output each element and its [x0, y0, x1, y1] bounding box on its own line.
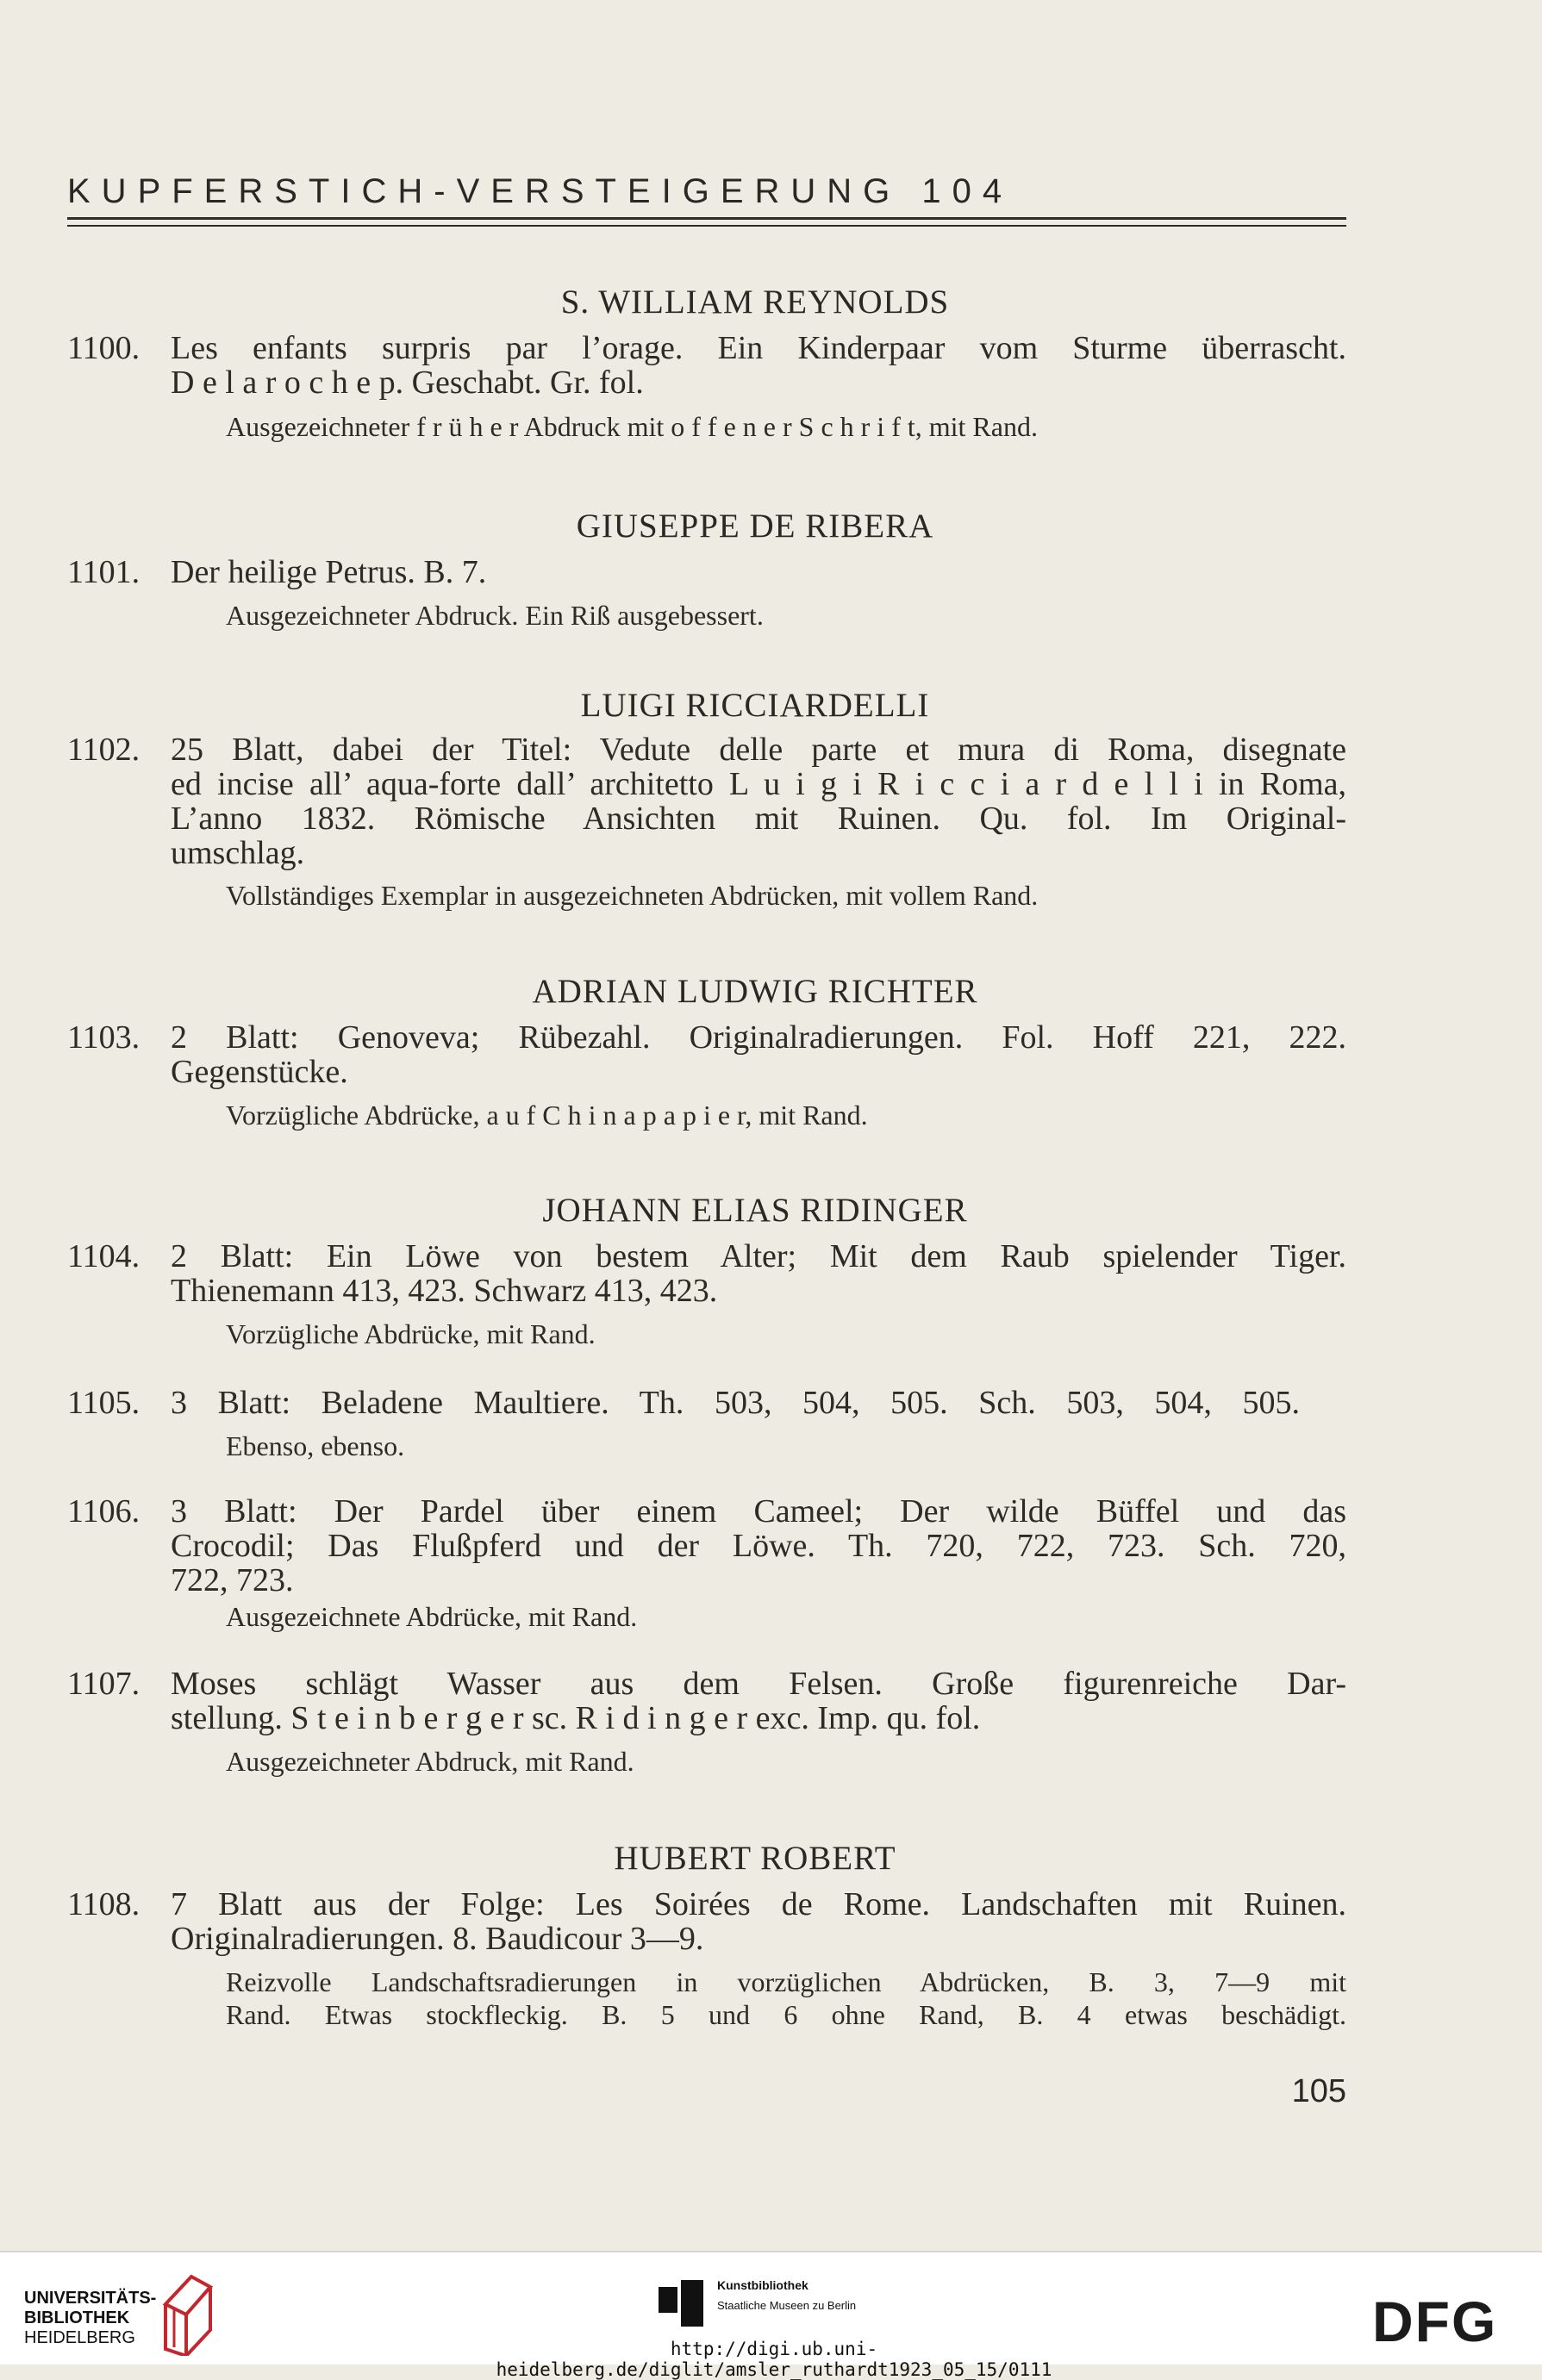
ub-line-2: BIBLIOTHEK — [24, 2308, 130, 2327]
lot-1106-note-1: Ausgezeichnete Abdrücke, mit Rand. — [226, 1601, 638, 1632]
lot-1102-note-1: Vollständiges Exemplar in ausgezeichneten Abdrücken, mit vollem Rand. — [226, 880, 1039, 911]
lot-number-1105: 1105. — [67, 1385, 140, 1421]
ub-heidelberg-logo-icon — [157, 2270, 219, 2356]
running-title: KUPFERSTICH-VERSTEIGERUNG 104 — [67, 172, 1014, 210]
lot-1102-line-2: ed incise all’ aqua-forte dall’ architetto L u i g i R i c c i a r d e l l i in Roma, — [171, 766, 1346, 802]
lot-1107-line-2: stellung. S t e i n b e r g e r sc. R i d i n g e r exc. Imp. qu. fol. — [171, 1700, 981, 1736]
lot-1102-line-1: 25 Blatt, dabei der Titel: Vedute delle parte et mura di Roma, disegnate — [171, 732, 1346, 768]
artist-heading-ridinger: JOHANN ELIAS RIDINGER — [542, 1192, 968, 1229]
kb-line-2: Staatliche Museen zu Berlin — [717, 2299, 857, 2312]
kunstbibliothek-logo-icon — [657, 2278, 709, 2330]
ub-line-3: HEIDELBERG — [24, 2328, 135, 2347]
lot-1100-line-2: D e l a r o c h e p. Geschabt. Gr. fol. — [171, 364, 644, 401]
lot-1104-note-1: Vorzügliche Abdrücke, mit Rand. — [226, 1318, 596, 1349]
lot-1103-line-2: Gegenstücke. — [171, 1054, 348, 1090]
kunstbibliothek-wordmark[interactable] — [717, 2278, 856, 2312]
lot-1106-line-1: 3 Blatt: Der Pardel über einem Cameel; Der wilde Büffel und das — [171, 1493, 1346, 1530]
artist-heading-robert: HUBERT ROBERT — [614, 1840, 896, 1877]
lot-number-1106: 1106. — [67, 1493, 140, 1530]
lot-1101-note-1: Ausgezeichneter Abdruck. Ein Riß ausgebessert. — [226, 600, 764, 631]
page-number: 105 — [1291, 2073, 1346, 2109]
lot-1105-line-1: 3 Blatt: Beladene Maultiere. Th. 503, 504, 505. Sch. 503, 504, 505. — [171, 1385, 1300, 1421]
lot-1108-line-1: 7 Blatt aus der Folge: Les Soirées de Rome. Landschaften mit Ruinen. — [171, 1886, 1346, 1922]
lot-1108-line-2: Originalradierungen. 8. Baudicour 3—9. — [171, 1921, 704, 1957]
lot-1107-note-1: Ausgezeichneter Abdruck, mit Rand. — [226, 1746, 634, 1777]
ub-heidelberg-wordmark[interactable] — [24, 2289, 162, 2348]
artist-heading-reynolds: S. WILLIAM REYNOLDS — [560, 283, 950, 321]
lot-1102-line-4: umschlag. — [171, 835, 305, 871]
lot-1108-note-1: Reizvolle Landschaftsradierungen in vorzüglichen Abdrücken, B. 3, 7—9 mit — [226, 1966, 1346, 1997]
lot-1105-note-1: Ebenso, ebenso. — [226, 1430, 405, 1461]
lot-1108-note-2: Rand. Etwas stockfleckig. B. 5 und 6 ohne Rand, B. 4 etwas beschädigt. — [226, 1999, 1346, 2030]
lot-1100-note-1: Ausgezeichneter f r ü h e r Abdruck mit o f f e n e r S c h r i f t, mit Rand. — [226, 411, 1038, 442]
lot-1100-line-1: Les enfants surpris par l’orage. Ein Kinderpaar vom Sturme überrascht. — [171, 330, 1346, 366]
artist-heading-ricciardelli: LUIGI RICCIARDELLI — [580, 687, 930, 724]
lot-1104-line-2: Thienemann 413, 423. Schwarz 413, 423. — [171, 1273, 718, 1309]
lot-number-1103: 1103. — [67, 1019, 140, 1056]
lot-number-1101: 1101. — [67, 554, 140, 590]
lot-1106-line-2: Crocodil; Das Flußpferd und der Löwe. Th. 720, 722, 723. Sch. 720, — [171, 1528, 1346, 1564]
header-rule-thick — [67, 217, 1346, 220]
kb-line-1: Kunstbibliothek — [717, 2278, 808, 2292]
lot-1102-line-3: L’anno 1832. Römische Ansichten mit Ruinen. Qu. fol. Im Original- — [171, 801, 1346, 837]
permalink-url[interactable]: http://digi.ub.uni-heidelberg.de/diglit/amsler_ruthardt1923_05_15/0111 — [496, 2339, 1052, 2380]
lot-1103-note-1: Vorzügliche Abdrücke, a u f C h i n a p a p i e r, mit Rand. — [226, 1100, 868, 1131]
lot-number-1102: 1102. — [67, 732, 140, 768]
digitization-footer — [0, 2251, 1542, 2380]
lot-1104-line-1: 2 Blatt: Ein Löwe von bestem Alter; Mit dem Raub spielender Tiger. — [171, 1238, 1346, 1274]
lot-number-1100: 1100. — [67, 330, 140, 366]
header-rule-thin — [67, 225, 1346, 227]
dfg-logo[interactable]: DFG — [1372, 2290, 1498, 2353]
lot-1106-line-3: 722, 723. — [171, 1562, 294, 1598]
lot-number-1108: 1108. — [67, 1886, 140, 1922]
artist-heading-ribera: GIUSEPPE DE RIBERA — [576, 508, 934, 545]
lot-1103-line-1: 2 Blatt: Genoveva; Rübezahl. Originalradierungen. Fol. Hoff 221, 222. — [171, 1019, 1346, 1056]
lot-1101-line-1: Der heilige Petrus. B. 7. — [171, 554, 487, 590]
lot-number-1107: 1107. — [67, 1666, 140, 1702]
ub-line-1: UNIVERSITÄTS- — [24, 2289, 157, 2308]
artist-heading-richter: ADRIAN LUDWIG RICHTER — [532, 973, 978, 1010]
lot-1107-line-1: Moses schlägt Wasser aus dem Felsen. Große figurenreiche Dar- — [171, 1666, 1346, 1702]
lot-number-1104: 1104. — [67, 1238, 140, 1274]
